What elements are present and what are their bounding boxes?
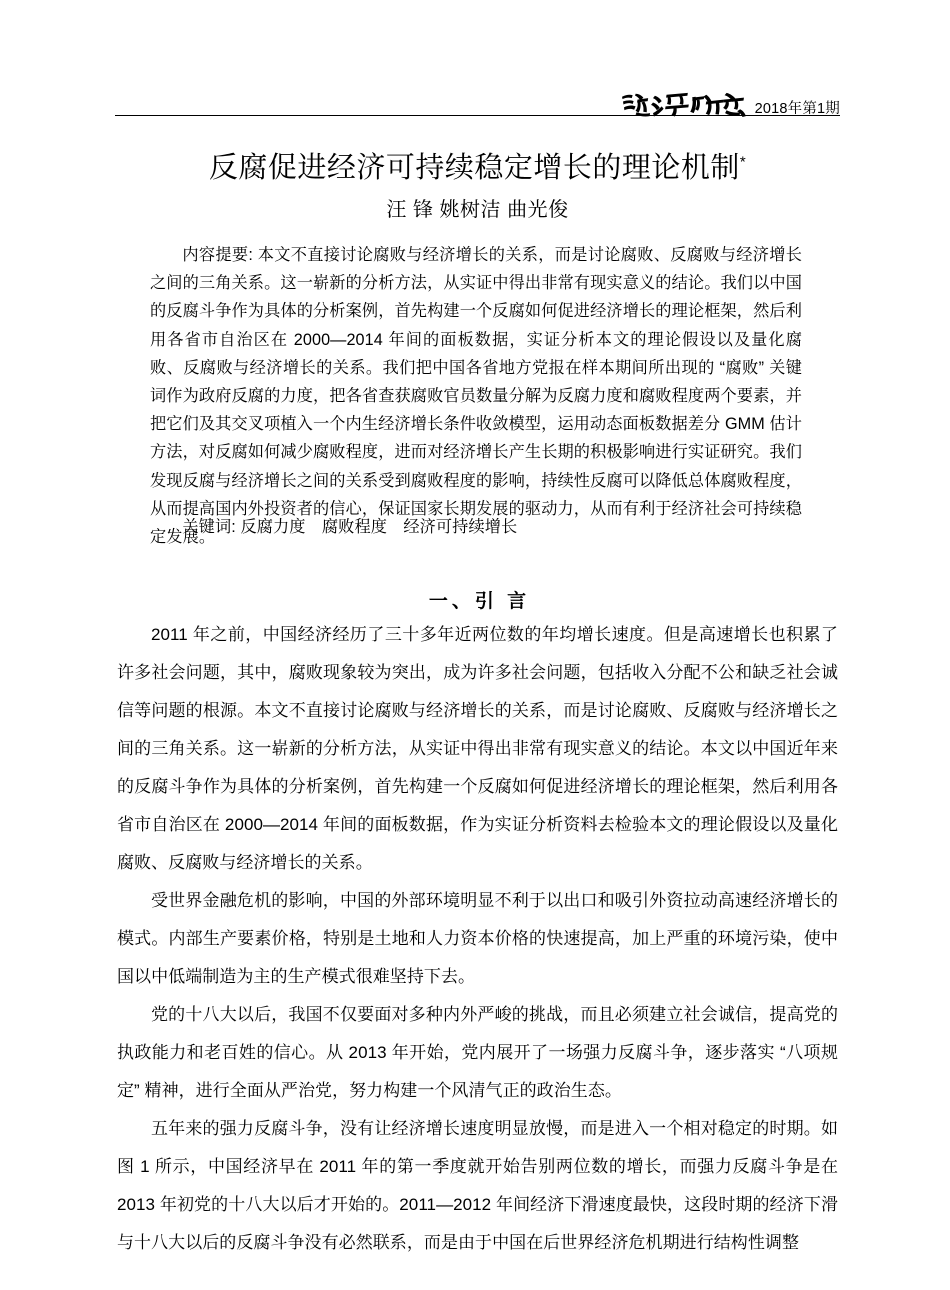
page-masthead: [115, 78, 840, 118]
author-list: 汪 锋 姚树洁 曲光俊: [386, 199, 569, 221]
page-title: [115, 151, 840, 186]
body-paragraph: 受世界金融危机的影响，中国的外部环境明显不利于以出口和吸引外资拉动高速经济增长的模式。内部生产要素价格，特别是土地和人力资本价格的快速提高，加上严重的环境污染，使中国以中低端制造为主的生产模式很难坚持下去。: [117, 891, 838, 986]
body-paragraph: 五年来的强力反腐斗争，没有让经济增长速度明显放慢，而是进入一个相对稳定的时期。如图 1 所示，中国经济早在 2011 年的第一季度就开始告别两位数的增长，而强力反腐斗争是在 2013 年初党的十八大以后才开始的。2011—2012 年间经济下滑速度最快，这段时期的经济下滑与十八大以后的反腐斗争没有必然联系，而是由于中国在后世界经济危机期进行结构性调整: [117, 1119, 838, 1252]
issue-label: 2018年第1期: [754, 100, 840, 117]
body-text: [117, 616, 838, 1262]
title-footnote-mark: *: [739, 153, 747, 171]
journal-logo-icon: [617, 88, 749, 118]
keywords-line: 关键词: 反腐力度 腐败程度 经济可持续增长: [182, 518, 518, 536]
header-rule: [115, 115, 840, 116]
body-paragraph: 党的十八大以后，我国不仅要面对多种内外严峻的挑战，而且必须建立社会诚信，提高党的执政能力和老百姓的信心。从 2013 年开始，党内展开了一场强力反腐斗争，逐步落实 “八项规定” 精神，进行全面从严治党，努力构建一个风清气正的政治生态。: [117, 1005, 838, 1100]
abstract-block: [150, 241, 802, 551]
body-paragraph: 2011 年之前，中国经济经历了三十多年近两位数的年均增长速度。但是高速增长也积累了许多社会问题，其中，腐败现象较为突出，成为许多社会问题，包括收入分配不公和缺乏社会诚信等问题的根源。本文不直接讨论腐败与经济增长的关系，而是讨论腐败、反腐败与经济增长之间的三角关系。这一崭新的分析方法，从实证中得出非常有现实意义的结论。本文以中国近年来的反腐斗争作为具体的分析案例，首先构建一个反腐如何促进经济增长的理论框架，然后利用各省市自治区在 2000—2014 年间的面板数据，作为实证分析资料去检验本文的理论假设以及量化腐败、反腐败与经济增长的关系。: [117, 625, 838, 872]
section-heading-introduction: 一、引 言: [428, 590, 531, 612]
title-text: 反腐促进经济可持续稳定增长的理论机制: [208, 152, 740, 185]
abstract-text: 内容提要: 本文不直接讨论腐败与经济增长的关系，而是讨论腐败、反腐败与经济增长之间的三角关系。这一崭新的分析方法，从实证中得出非常有现实意义的结论。我们以中国的反腐斗争作为具体的分析案例，首先构建一个反腐如何促进经济增长的理论框架，然后利用各省市自治区在 2000—2014 年间的面板数据，实证分析本文的理论假设以及量化腐败、反腐败与经济增长的关系。我们把中国各省地方党报在样本期间所出现的 “腐败” 关键词作为政府反腐的力度，把各省查获腐败官员数量分解为反腐力度和腐败程度两个要素，并把它们及其交叉项植入一个内生经济增长条件收敛模型，运用动态面板数据差分 GMM 估计方法，对反腐如何减少腐败程度，进而对经济增长产生长期的积极影响进行实证研究。我们发现反腐与经济增长之间的关系受到腐败程度的影响，持续性反腐可以降低总体腐败程度，从而提高国内外投资者的信心，保证国家长期发展的驱动力，从而有利于经济社会可持续稳定发展。: [150, 246, 802, 547]
